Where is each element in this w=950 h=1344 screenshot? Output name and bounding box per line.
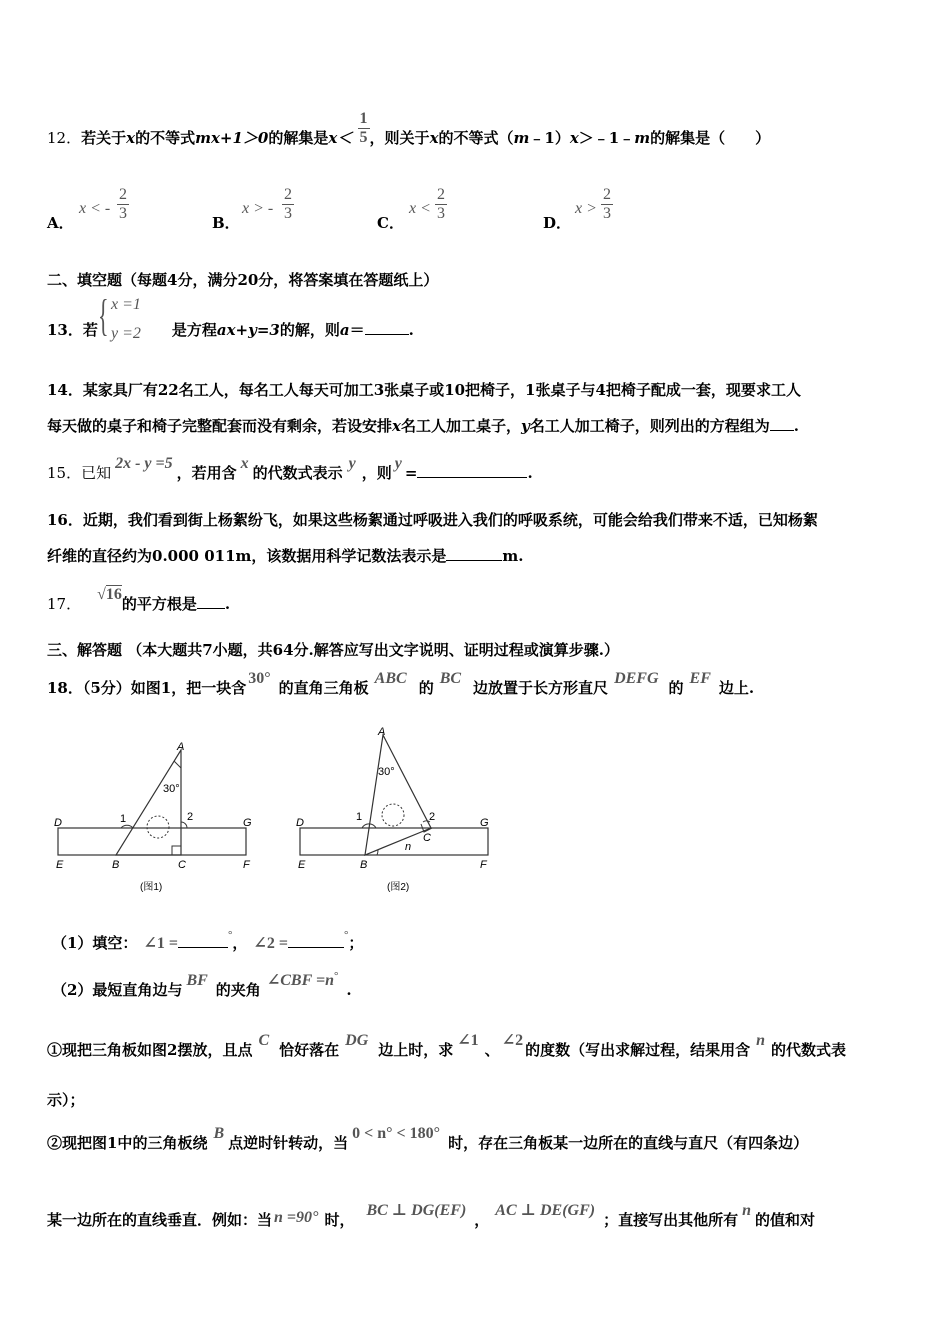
sqrt-sign: √16 xyxy=(97,586,122,603)
answer-blank-angle2[interactable] xyxy=(288,933,344,948)
answer-blank-16[interactable] xyxy=(446,546,502,561)
angle-mark-n-2 xyxy=(377,850,378,855)
label-E-1: E xyxy=(56,859,64,871)
part-2-2: ②现把图1中的三角板绕B点逆时针转动，当0 < n° < 180°时，存在三角板某一边所在的直线与直尺（有四条边） xyxy=(47,1125,809,1152)
part-1: （1）填空： ∠1 = °， ∠2 = °； xyxy=(52,929,364,952)
figure-1 xyxy=(50,738,260,898)
option-c[interactable]: C． x < $\frac{2}{3}$ xyxy=(377,186,445,232)
protractor-hole-2 xyxy=(382,804,404,826)
label-C-1: C xyxy=(178,859,186,871)
part-2: （2）最短直角边与BF的夹角∠CBF =n°. xyxy=(52,970,352,999)
section-2-heading: 二、填空题（每题4分，满分20分，将答案填在答题纸上） xyxy=(47,271,439,289)
label-B-1: B xyxy=(112,859,120,871)
label-G-2: G xyxy=(480,817,489,829)
label-G-1: G xyxy=(243,817,252,829)
question-17: 17．√16的平方根是 . xyxy=(47,586,231,613)
caption-fig2: (图2) xyxy=(387,882,410,893)
label-D-2: D xyxy=(296,817,304,829)
option-b[interactable]: B． x > - $\frac{2}{3}$ xyxy=(212,186,292,232)
part-2-1: ①现把三角板如图2摆放，且点C恰好落在DG边上时，求∠1、∠2的度数（写出求解过程，结果用含n的代数式表 xyxy=(47,1032,847,1059)
protractor-hole-1 xyxy=(147,816,169,838)
label-E-2: E xyxy=(298,859,306,871)
question-15: 15．已知2x - y =5，若用含x的代数式表示y，则y= . xyxy=(47,455,533,482)
label-A-1: A xyxy=(177,741,185,753)
label-1-2: 1 xyxy=(356,811,363,823)
answer-blank-15[interactable] xyxy=(417,463,527,478)
label-30-1: 30° xyxy=(163,783,180,795)
triangle-2 xyxy=(365,735,431,855)
label-F-1: F xyxy=(243,859,250,871)
triangle-1 xyxy=(116,750,181,855)
fraction-one-fifth: $\frac{1}{5}$ xyxy=(359,109,368,146)
label-D-1: D xyxy=(54,817,62,829)
label-1-1: 1 xyxy=(120,813,127,825)
option-d[interactable]: D． x > $\frac{2}{3}$ xyxy=(543,186,611,232)
right-angle-mark-1 xyxy=(172,846,181,855)
system-eq1: x =1 xyxy=(111,296,141,313)
question-14-line2: 每天做的桌子和椅子完整配套而没有剩余，若设安排x名工人加工桌子，y名工人加工椅子，则列出的方程组为 . xyxy=(47,417,799,435)
label-2-2: 2 xyxy=(429,811,436,823)
answer-blank-angle1[interactable] xyxy=(178,933,228,948)
angle-mark-30-1 xyxy=(174,761,181,768)
section-3-heading: 三、解答题 （本大题共7小题，共64分.解答应写出文字说明、证明过程或演算步骤.） xyxy=(47,641,619,659)
question-13: 13．若 是方程ax+y=3的解，则a＝ . xyxy=(47,321,414,339)
label-30-2: 30° xyxy=(378,766,395,778)
label-A-2: A xyxy=(378,726,386,738)
caption-fig1: (图1) xyxy=(140,882,163,893)
question-16-line2: 纤维的直径约为0.000 011m，该数据用科学记数法表示是 m. xyxy=(47,547,524,565)
answer-blank-13[interactable] xyxy=(365,320,409,335)
part-2-1-line2: 示）； xyxy=(47,1091,85,1109)
label-n-2: n xyxy=(405,841,412,853)
system-brace: { xyxy=(98,291,109,340)
ruler-1 xyxy=(58,828,246,855)
part-2-2-line2: 某一边所在的直线垂直．例如：当 n =90° 时，BC ⊥ DG(EF)，AC ⊥ DE(GF)；直接写出其他所有n的值和对 xyxy=(47,1202,816,1229)
label-C-2: C xyxy=(423,832,431,844)
answer-blank-14[interactable] xyxy=(770,416,794,431)
question-14-line1: 14．某家具厂有22名工人，每名工人每天可加工3张桌子或10把椅子，1张桌子与4把椅子配成一套，现要求工人 xyxy=(47,381,801,399)
answer-blank-17[interactable] xyxy=(197,594,225,609)
label-F-2: F xyxy=(480,859,487,871)
option-a[interactable]: A． x < - $\frac{2}{3}$ xyxy=(47,186,127,232)
system-eq2: y =2 xyxy=(111,325,141,342)
label-B-2: B xyxy=(360,859,368,871)
question-16-line1: 16．近期，我们看到街上杨絮纷飞，如果这些杨絮通过呼吸进入我们的呼吸系统，可能会给我们带来不适，已知杨絮 xyxy=(47,511,818,529)
question-12: 12．若关于x的不等式mx+1＞0的解集是x＜ $\frac{1}{5}$ ，则关于x的不等式（m﹣1）x＞﹣1﹣m的解集是（ ） xyxy=(47,109,771,147)
label-2-1: 2 xyxy=(187,811,194,823)
figure-2 xyxy=(290,720,500,898)
ruler-2 xyxy=(300,828,488,855)
question-18: 18．（5分）如图1，把一块含30°的直角三角板ABC的BC边放置于长方形直尺DEFG的EF边上. xyxy=(47,670,755,697)
